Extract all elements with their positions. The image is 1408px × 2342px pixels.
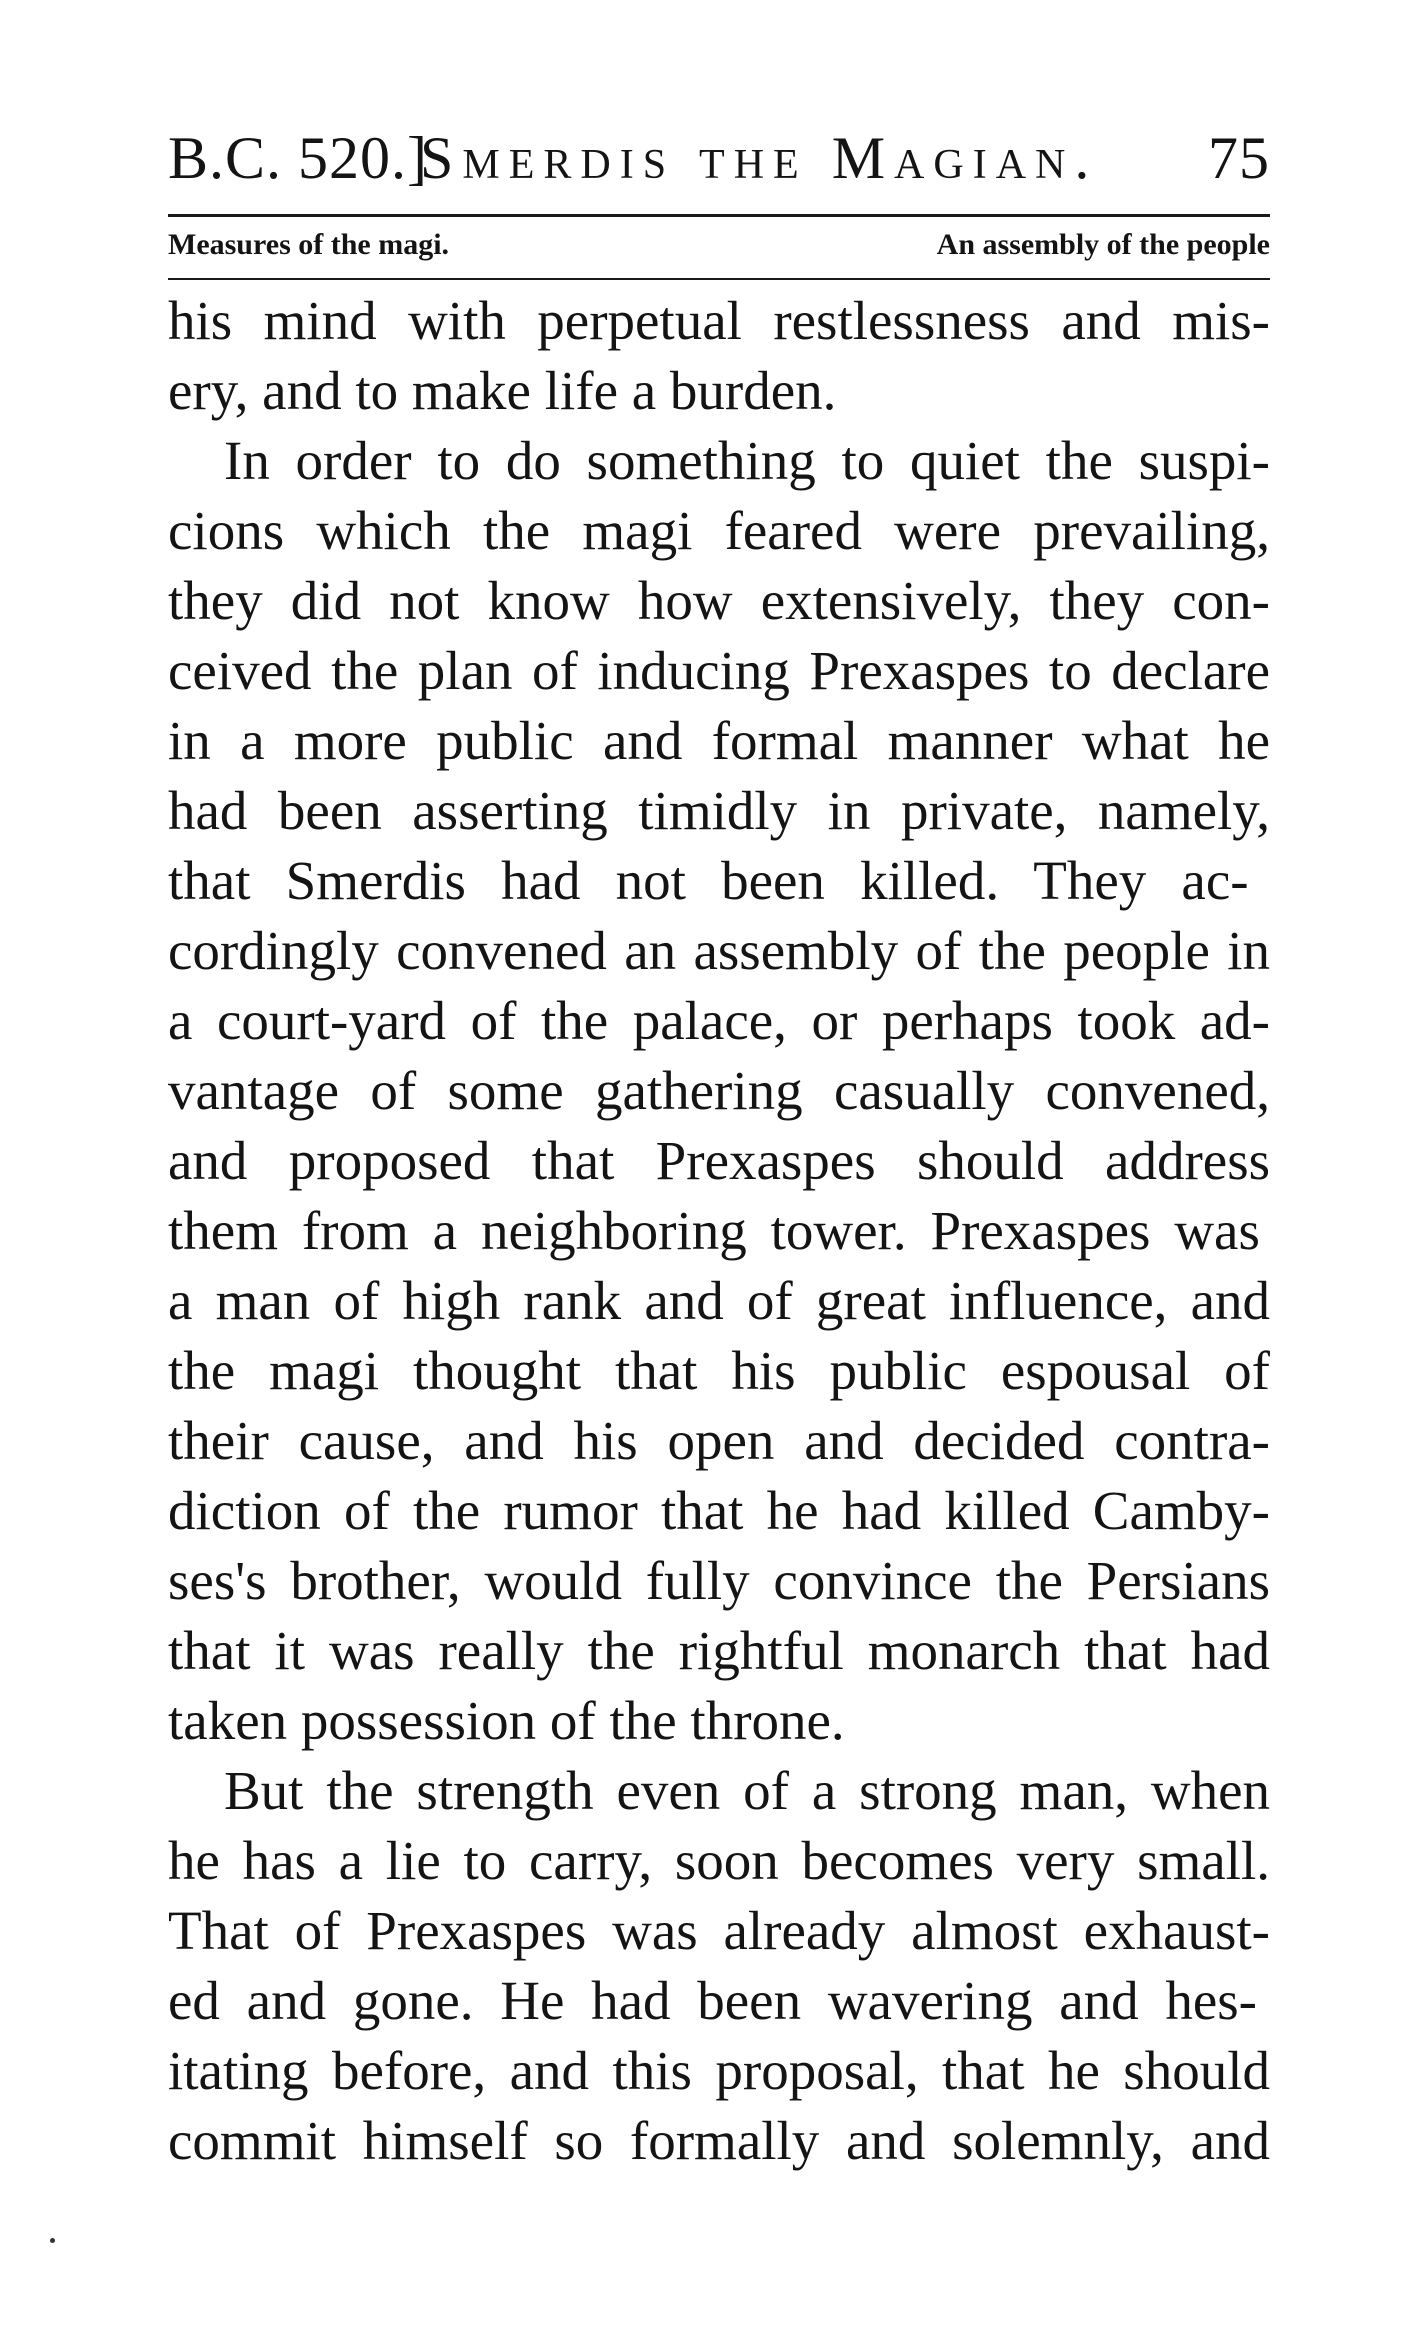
text-line: itating before, and this proposal, that he should xyxy=(168,2040,1270,2101)
text-line: ery, and to make life a burden. xyxy=(168,360,837,421)
text-line: a man of high rank and of great influence, and xyxy=(168,1270,1270,1331)
margin-speck xyxy=(50,2238,55,2243)
text-line: taken possession of the throne. xyxy=(168,1690,845,1751)
text-line: them from a neighboring tower. Prexaspes was xyxy=(168,1200,1260,1261)
text-line: his mind with perpetual restlessness and mis- xyxy=(168,290,1270,351)
text-line: that Smerdis had not been killed. They ac- xyxy=(168,850,1249,911)
text-line: commit himself so formally and solemnly, and xyxy=(168,2110,1270,2171)
text-line: he has a lie to carry, soon becomes very small. xyxy=(168,1830,1270,1891)
text-line: the magi thought that his public espousal of xyxy=(168,1340,1270,1401)
sidenote-row xyxy=(168,222,1270,268)
sidenote-left: Measures of the magi. xyxy=(168,228,450,261)
text-line: and proposed that Prexaspes should address xyxy=(168,1130,1270,1191)
sidenote-right: An assembly of the people xyxy=(936,228,1270,261)
header-rule-top xyxy=(168,214,1270,217)
text-line: In order to do something to quiet the suspi- xyxy=(224,430,1270,491)
text-line: cordingly convened an assembly of the people in xyxy=(168,920,1270,981)
text-line: That of Prexaspes was already almost exhaust- xyxy=(168,1900,1270,1961)
text-line: diction of the rumor that he had killed Camby- xyxy=(168,1480,1270,1541)
text-line: ed and gone. He had been wavering and hes- xyxy=(168,1970,1257,2031)
text-line: a court-yard of the palace, or perhaps took ad- xyxy=(168,990,1270,1051)
text-line: their cause, and his open and decided contra- xyxy=(168,1410,1270,1471)
running-head-date: B.C. 520.] xyxy=(168,125,429,191)
text-line: ceived the plan of inducing Prexaspes to declare xyxy=(168,640,1270,701)
text-line: cions which the magi feared were prevailing, xyxy=(168,500,1270,561)
text-line: in a more public and formal manner what he xyxy=(168,710,1270,771)
page-number: 75 xyxy=(1208,125,1270,191)
text-line: had been asserting timidly in private, namely, xyxy=(168,780,1270,841)
text-line: ses's brother, would fully convince the Persians xyxy=(168,1550,1270,1611)
text-line: that it was really the rightful monarch that had xyxy=(168,1620,1270,1681)
text-line: But the strength even of a strong man, when xyxy=(224,1760,1270,1821)
text-line: vantage of some gathering casually convened, xyxy=(168,1060,1270,1121)
body-text xyxy=(168,286,1270,2176)
header-rule-bottom xyxy=(168,278,1270,280)
running-head-title: Smerdis the Magian. xyxy=(420,125,1099,191)
text-line: they did not know how extensively, they con- xyxy=(168,570,1270,631)
running-head xyxy=(168,118,1270,198)
